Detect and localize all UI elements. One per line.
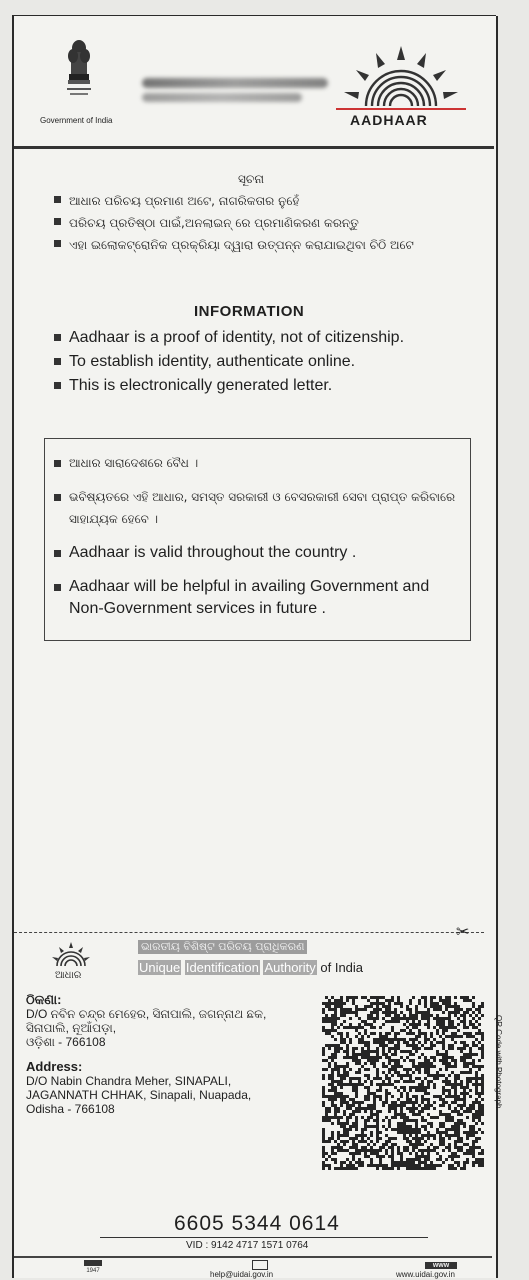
list-item: Aadhaar is a proof of identity, not of citizenship. <box>54 326 404 350</box>
list-item: This is electronically generated letter. <box>54 374 404 398</box>
aadhaar-small-logo-icon <box>50 940 92 968</box>
state-emblem-icon <box>64 38 94 102</box>
list-item: ପରିଚୟ ପ୍ରତିଷ୍ଠା ପାଇଁ,ଅନଲାଇନ୍ ରେ ପ୍ରମାଣିକରଣ କରନ୍ତୁ <box>54 212 414 234</box>
address-odia-label: ଠିକଣା: <box>26 992 62 1007</box>
list-item: ଆଧାର ପରିଚୟ ପ୍ରମାଣ ଅଟେ, ନାଗରିକତାର ନୁହେଁ <box>54 190 414 212</box>
government-of-india-label: Government of India <box>40 116 113 125</box>
cut-line <box>14 932 484 933</box>
scissors-icon: ✂ <box>456 922 470 941</box>
uidai-english-title: Unique Identification Authority of India <box>139 960 364 975</box>
header-divider <box>14 146 494 149</box>
virtual-id: VID : 9142 4717 1571 0764 <box>186 1240 309 1251</box>
address-english-block <box>26 1060 306 1116</box>
address-line: ସିନାପାଲି, ନୂଆଁପଡ଼ା, <box>26 1021 117 1035</box>
list-item: Aadhaar is valid throughout the country . <box>54 542 464 564</box>
aadhaar-brand-label: AADHAAR <box>350 112 428 128</box>
qr-code <box>322 996 484 1170</box>
uidai-odia-title: ଭାରତୀୟ ବିଶିଷ୍ଟ ପରିଚୟ ପ୍ରାଧିକରଣ <box>138 940 307 954</box>
redacted-name-bar <box>142 78 328 88</box>
www-icon: www <box>425 1262 457 1269</box>
aadhaar-sun-logo-icon <box>336 44 466 114</box>
aadhaar-number: 6605 5344 0614 <box>174 1212 340 1235</box>
list-item: Aadhaar will be helpful in availing Government and Non-Government services in future . <box>54 576 464 620</box>
odia-notice-heading: ସୂଚନା <box>238 172 265 186</box>
website-link[interactable]: www.uidai.gov.in <box>396 1270 455 1279</box>
square-bullet-icon <box>54 494 61 501</box>
address-line: ଓଡ଼ିଶା - 766108 <box>26 1035 106 1049</box>
qr-code-caption: QR Code with Photograph <box>494 1015 503 1109</box>
information-heading: INFORMATION <box>194 303 305 320</box>
address-line: D/O ନବିନ ଚନ୍ଦ୍ର ମେହେର, ସିନାପାଲି, ଜଗନ୍ନାଥ ଛକ, <box>26 1007 267 1021</box>
list-item: To establish identity, authenticate online. <box>54 350 404 374</box>
help-email-block <box>210 1260 310 1270</box>
square-bullet-icon <box>54 218 61 225</box>
square-bullet-icon <box>54 460 61 467</box>
square-bullet-icon <box>54 382 61 389</box>
helpline-number: 1947 <box>86 1268 100 1273</box>
square-bullet-icon <box>54 550 61 557</box>
address-line: Odisha - 766108 <box>26 1102 115 1116</box>
aadhaar-odia-label: ଆଧାର <box>55 970 82 981</box>
square-bullet-icon <box>54 240 61 247</box>
help-email[interactable]: help@uidai.gov.in <box>210 1270 274 1279</box>
website-badge <box>396 1260 486 1269</box>
redacted-name-bar-2 <box>142 93 302 102</box>
odia-notice-list <box>54 190 414 256</box>
vid-divider <box>100 1237 428 1238</box>
square-bullet-icon <box>54 584 61 591</box>
square-bullet-icon <box>54 358 61 365</box>
validity-notice-list <box>54 452 464 632</box>
square-bullet-icon <box>54 196 61 203</box>
information-list <box>54 326 404 398</box>
address-line: D/O Nabin Chandra Meher, SINAPALI, <box>26 1074 232 1088</box>
list-item: ଭବିଷ୍ୟତରେ ଏହି ଆଧାର, ସମସ୍ତ ସରକାରୀ ଓ ବେସରକାରୀ ସେବା ପ୍ରାପ୍ତ କରିବାରେ ସାହାଯ୍ୟକ ହେବେ । <box>54 486 464 530</box>
address-line: JAGANNATH CHHAK, Sinapali, Nuapada, <box>26 1088 252 1102</box>
square-bullet-icon <box>54 334 61 341</box>
address-odia-block <box>26 993 306 1049</box>
footer-divider <box>14 1256 492 1258</box>
helpline-1947-icon <box>82 1259 104 1273</box>
address-english-label: Address: <box>26 1059 83 1074</box>
mail-icon <box>252 1260 268 1270</box>
list-item: ଏହା ଇଲୋକଟ୍ରୋନିକ ପ୍ରକ୍ରିୟା ଦ୍ୱାରା ଉତ୍ପନ୍ନ କରାଯାଇଥିବା ଚିଠି ଅଟେ <box>54 234 414 256</box>
list-item: ଆଧାର ସାରାଦେଶରେ ବୈଧ । <box>54 452 464 474</box>
